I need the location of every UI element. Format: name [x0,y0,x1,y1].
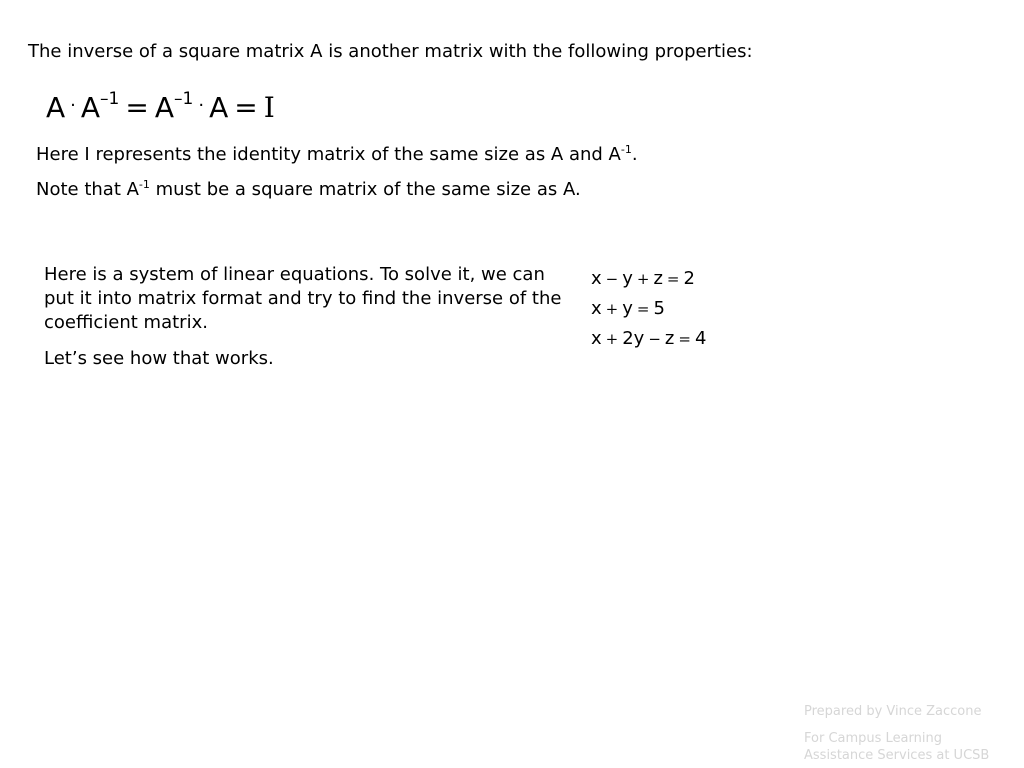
inverse-definition-equation [46,88,275,132]
inverse-superscript: -1 [138,178,150,191]
eq-matrix-a: A [80,91,101,124]
footer-credit [804,703,1019,764]
footer-services-line: Assistance Services at UCSB [804,748,990,763]
eq-matrix-a: A [209,91,229,124]
equation-row [591,264,706,294]
intro-text: The inverse of a square matrix A is another matrix with the following properties: [28,41,753,62]
system-paragraph-2: Let’s see how that works. [44,348,274,369]
equation-system [591,264,706,354]
equation-operator: = [636,300,650,318]
eq-dot-operator: · [70,95,76,116]
identity-text: Here I represents the identity matrix of the same size as A and A [36,144,621,165]
system-paragraph-1: Here is a system of linear equations. To solve it, we can put it into matrix format and try to find the inverse of the coefficient matrix. [44,264,562,333]
equation-operator: − [648,330,661,348]
equation-operator: + [605,330,619,348]
equation-operator: = [666,270,680,288]
equation-term: x [591,298,602,319]
inverse-superscript: -1 [620,143,632,156]
note-text-end: must be a square matrix of the same size as A. [149,179,581,200]
eq-matrix-a: A [154,91,174,124]
square-matrix-note [36,178,581,204]
eq-inverse-exponent: –1 [100,89,120,109]
eq-dot-operator: · [198,95,205,116]
equation-operator: + [636,270,650,288]
equation-term: y [622,268,633,289]
equation-term: z [664,328,675,349]
equation-term: y [622,298,633,319]
equation-rhs: 5 [653,298,665,319]
equation-row [591,324,706,354]
equation-term: 2y [622,328,645,349]
footer-campus-line: For Campus Learning [804,731,942,746]
eq-identity: I [263,91,275,124]
equation-operator: = [678,330,691,348]
equation-row [591,294,706,324]
equation-term: x [591,268,602,289]
identity-explanation [36,143,638,169]
note-text-start: Note that A [36,179,139,200]
equation-operator: − [605,270,619,288]
identity-period: . [631,144,638,165]
system-description [44,263,564,371]
eq-equals-sign: = [125,91,149,124]
equation-term: z [653,268,663,289]
equation-rhs: 4 [694,328,707,349]
eq-equals-sign: = [234,91,258,124]
footer-prepared-by: Prepared by Vince Zaccone [804,704,982,719]
equation-term: x [591,328,602,349]
equation-rhs: 2 [683,268,695,289]
eq-matrix-a: A [46,91,66,124]
equation-operator: + [605,300,619,318]
eq-inverse-exponent: –1 [174,89,194,109]
